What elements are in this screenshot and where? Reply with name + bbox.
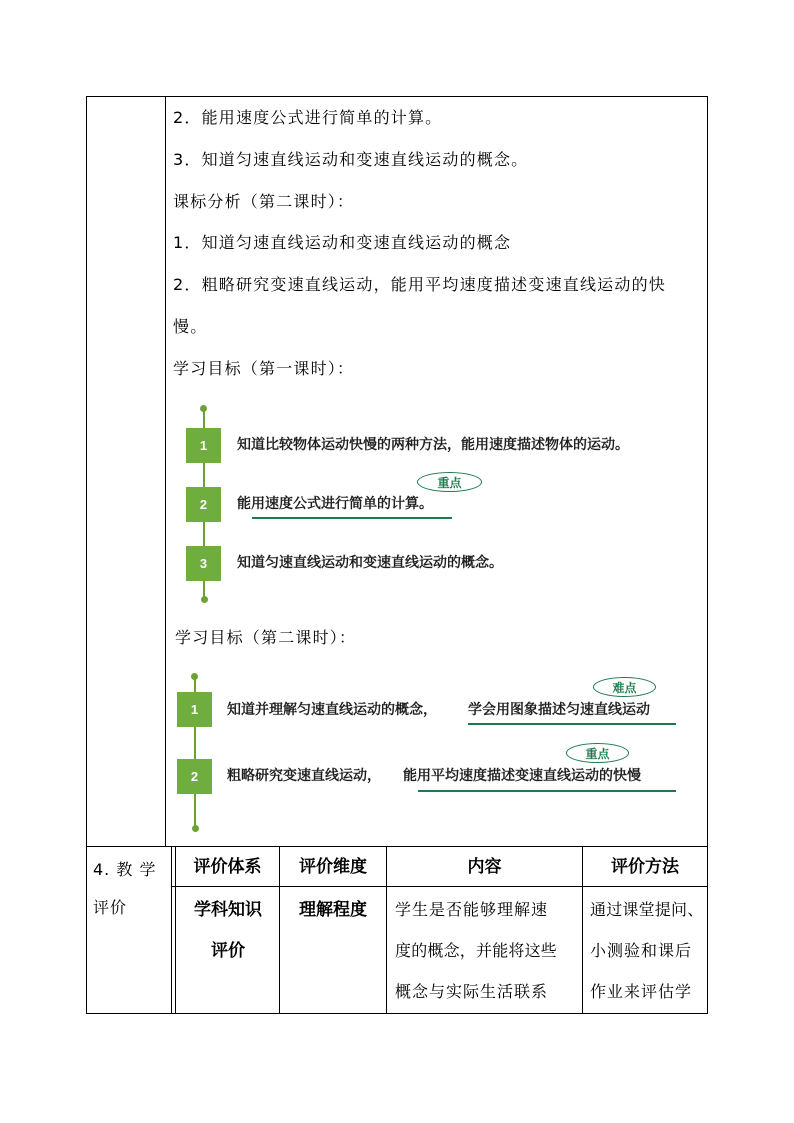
table-left-border xyxy=(86,96,87,1014)
table-right-border xyxy=(707,96,708,1014)
header-evaluation-method: 评价方法 xyxy=(611,857,679,877)
table-column-divider xyxy=(165,96,166,846)
paragraph-goal-3: 3．知道匀速直线运动和变速直线运动的概念。 xyxy=(173,150,529,169)
inner-table-left-border xyxy=(171,846,172,1014)
difficulty-tag: 难点 xyxy=(593,677,656,697)
key-point-tag: 重点 xyxy=(417,472,482,492)
goal-text-2: 能用速度公式进行简单的计算。 xyxy=(237,496,433,512)
key-point-tag: 重点 xyxy=(566,743,629,763)
paragraph-curriculum-2: 2．粗略研究变速直线运动，能用平均速度描述变速直线运动的快 xyxy=(173,275,666,294)
goal-number-1: 1 xyxy=(177,692,212,727)
goal-text-2a: 粗略研究变速直线运动， xyxy=(227,768,381,784)
cell-evaluation-system: 学科知识评价 xyxy=(194,900,262,961)
cell-method-line-2: 小测验和课后 xyxy=(590,941,693,960)
cell-content-line-1: 学生是否能够理解速 xyxy=(395,900,549,919)
cell-evaluation-dimension: 理解程度 xyxy=(299,900,367,920)
goal-number-1: 1 xyxy=(186,428,221,463)
timeline-start-dot xyxy=(200,405,207,412)
header-evaluation-dimension: 评价维度 xyxy=(299,857,367,877)
goal-text-1a: 知道并理解匀速直线运动的概念， xyxy=(227,702,437,718)
key-point-underline xyxy=(252,517,452,519)
timeline-end-dot xyxy=(192,825,199,832)
paragraph-curriculum-1: 1．知道匀速直线运动和变速直线运动的概念 xyxy=(173,233,512,252)
paragraph-goal-2: 2．能用速度公式进行简单的计算。 xyxy=(173,108,443,127)
lesson2-heading: 学习目标（第二课时）： xyxy=(175,628,357,647)
header-content: 内容 xyxy=(467,857,502,877)
goal-text-3: 知道匀速直线运动和变速直线运动的概念。 xyxy=(237,555,503,571)
goal-number-2: 2 xyxy=(177,759,212,794)
cell-method-line-3: 作业来评估学 xyxy=(590,982,693,1001)
table-bottom-border xyxy=(86,1013,708,1014)
cell-content-line-2: 度的概念，并能将这些 xyxy=(395,941,558,960)
table-top-border xyxy=(86,96,708,97)
cell-method-line-1: 通过课堂提问、 xyxy=(590,900,704,919)
goal-text-1b: 学会用图象描述匀速直线运动 xyxy=(468,702,650,718)
key-point-underline xyxy=(418,790,676,792)
goal-text-1: 知道比较物体运动快慢的两种方法，能用速度描述物体的运动。 xyxy=(237,437,629,453)
paragraph-curriculum-heading: 课标分析（第二课时）： xyxy=(173,192,355,211)
goal-text-2b: 能用平均速度描述变速直线运动的快慢 xyxy=(403,768,641,784)
goal-number-2: 2 xyxy=(186,487,221,522)
header-evaluation-system: 评价体系 xyxy=(193,857,262,877)
goal-number-3: 3 xyxy=(186,546,221,581)
cell-content-line-3: 概念与实际生活联系 xyxy=(395,982,549,1001)
timeline-start-dot xyxy=(191,673,198,680)
paragraph-curriculum-2-cont: 慢。 xyxy=(173,317,208,336)
lesson1-heading: 学习目标（第一课时）： xyxy=(173,359,355,378)
timeline-end-dot xyxy=(201,596,208,603)
difficulty-underline xyxy=(468,723,676,725)
evaluation-label: 4. 教 学 评价 xyxy=(93,860,157,917)
